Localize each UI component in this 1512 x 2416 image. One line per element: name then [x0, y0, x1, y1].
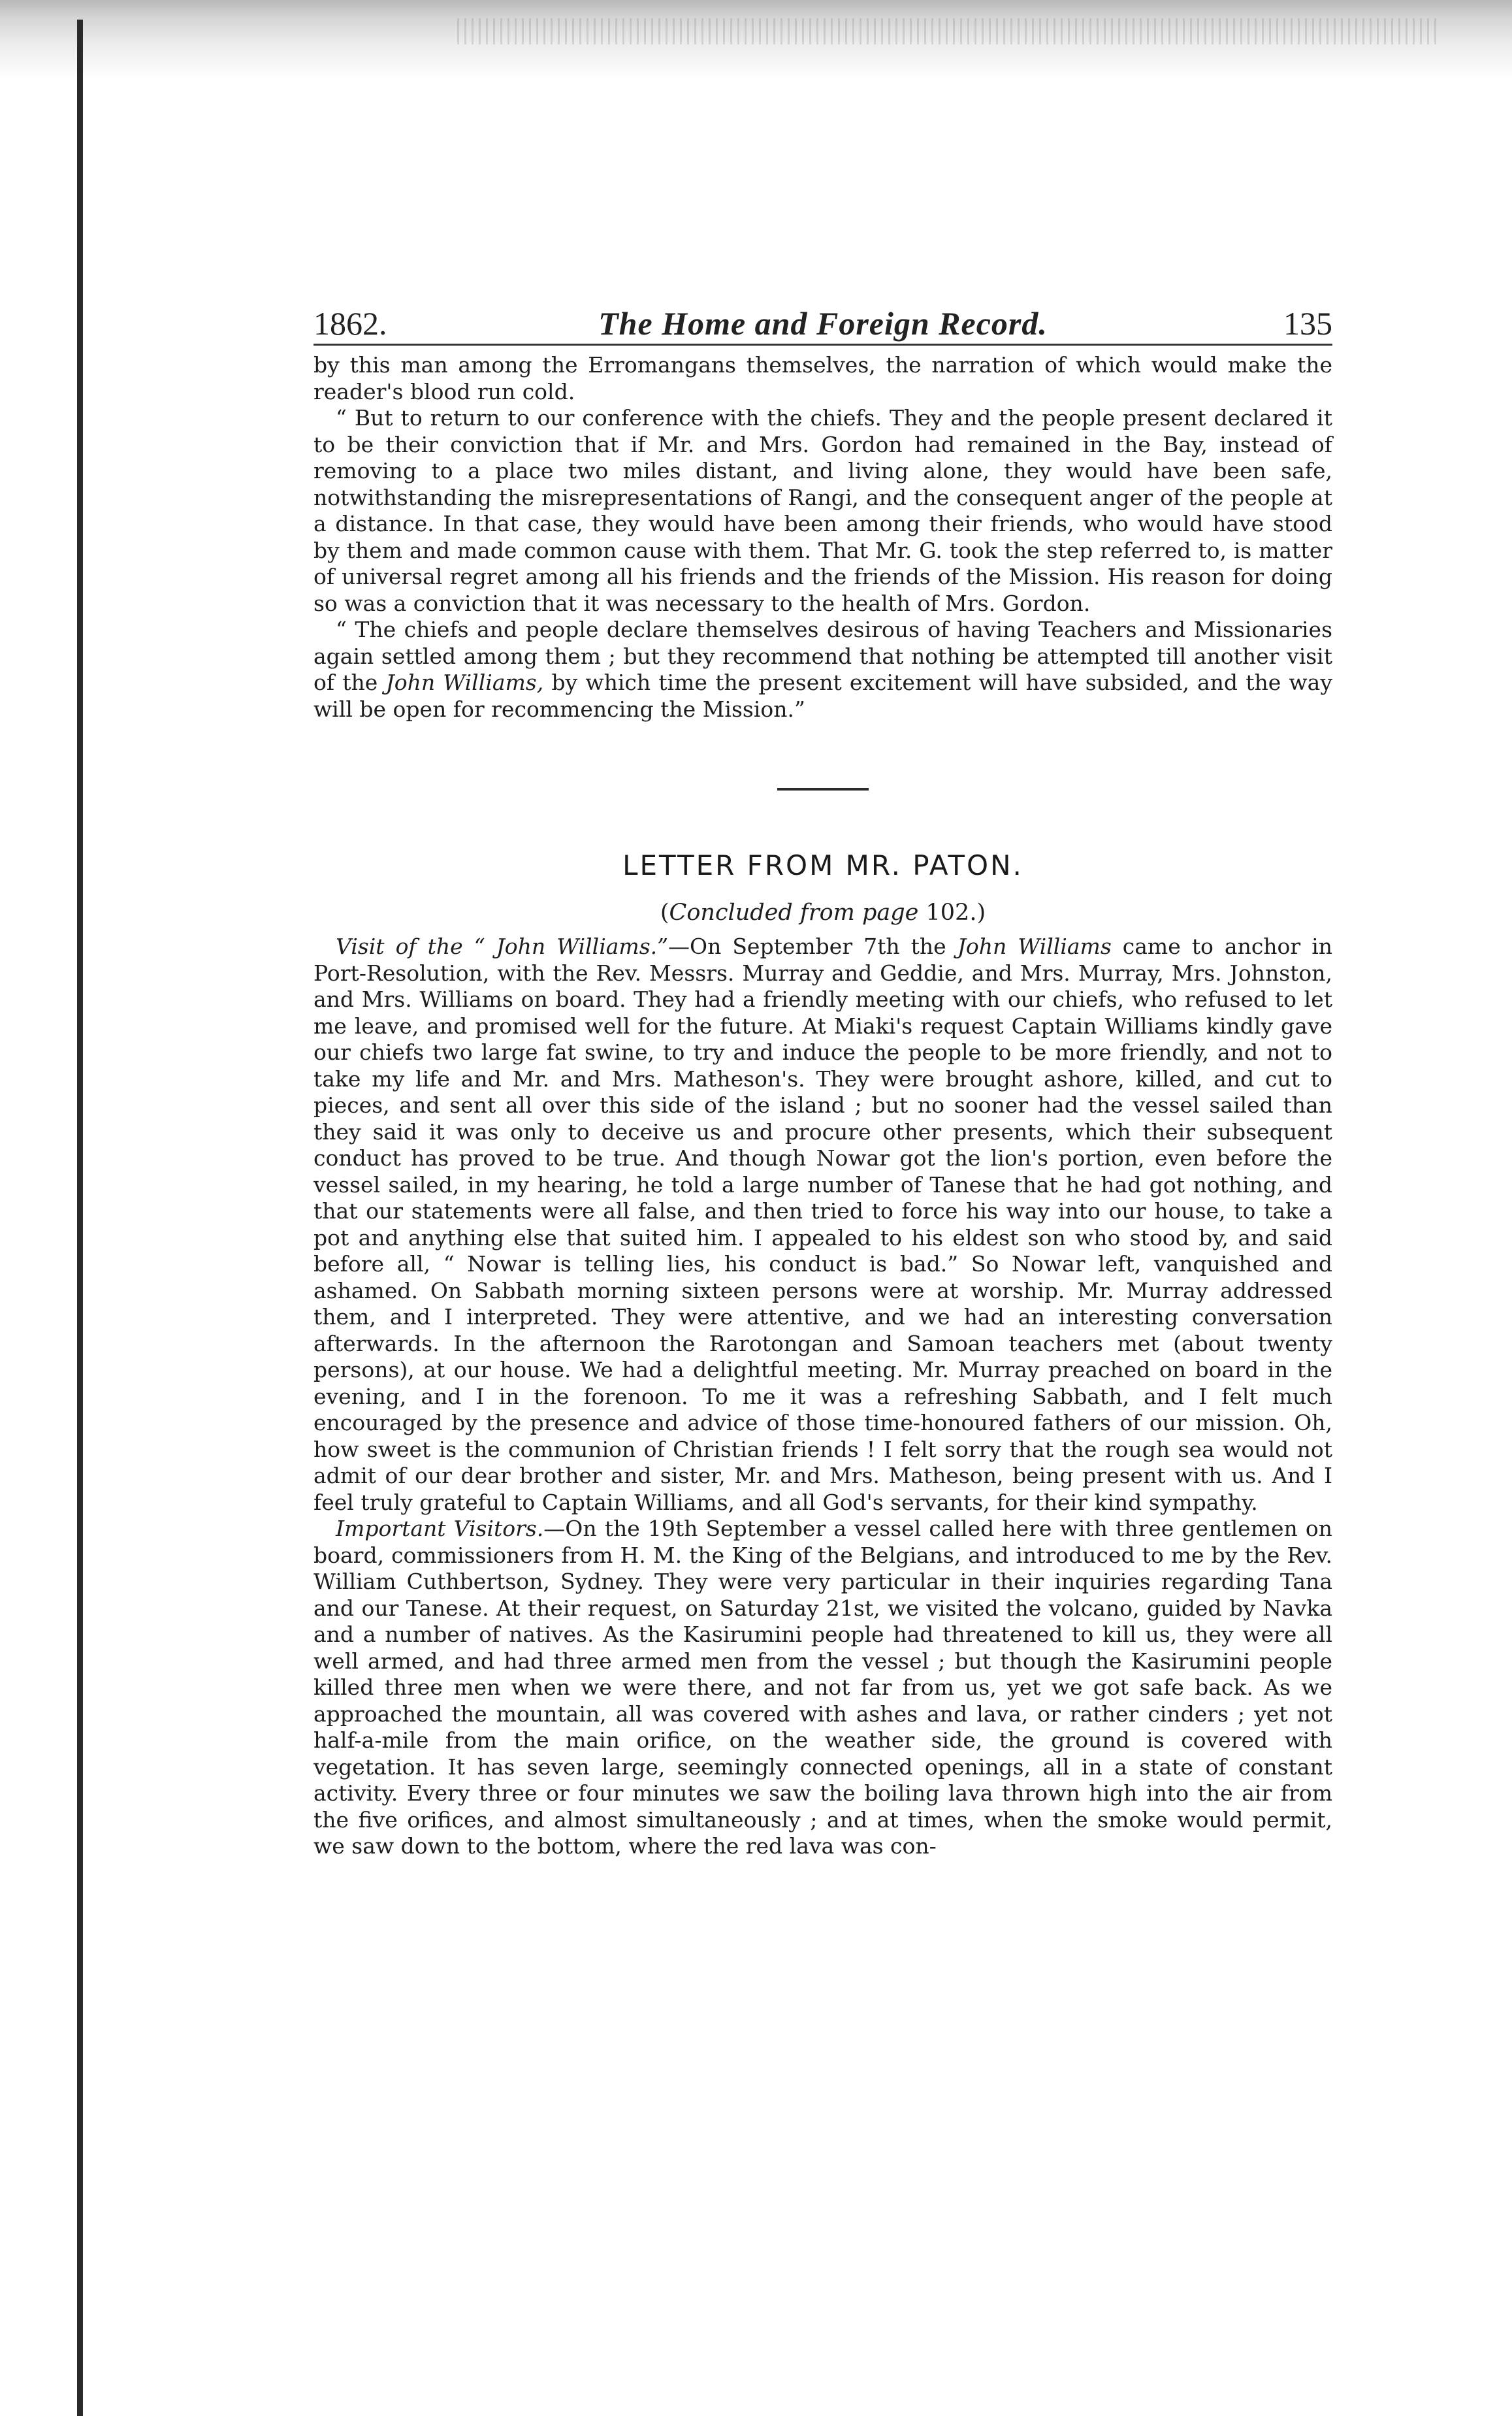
paragraph-text: came to anchor in Port-Resolution, with the Rev. Messrs. Murray and Geddie, and Mrs. Murray, Mrs. Johnston, and Mrs. Williams on board. They had a friendly meeting with our chiefs, who refused to let me leave, and promised well for the future. At Miaki's request Captain Williams kindly gave our chiefs two large fat swine, to try and induce the people to be more friendly, and not to take my life and Mr. and Mrs. Matheson's. They were brought ashore, killed, and cut to pieces, and sent all over this side of the island ; but no sooner had the vessel sailed than they said it was only to deceive us and procure other presents, which their subsequent conduct has proved to be true. And though Nowar got the lion's portion, even before the vessel sailed, in my hearing, he told a large number of Tanese that he had got nothing, and that our statements were all false, and then tried to force his way into our house, to take a pot and anything else that suited him. I appealed to his eldest son who stood by, and said before all, “ Nowar is telling lies, his conduct is bad.” So Nowar left, vanquished and ashamed. On Sabbath morning sixteen persons were at worship. Mr. Murray addressed them, and I interpreted. They were attentive, and we had an interesting conversation afterwards. In the afternoon the Rarotongan and Samoan teachers met (about twenty persons), at our house. We had a delightful meeting. Mr. Murray preached on board in the evening, and I in the forenoon. To me it was a refreshing Sabbath, and I felt much encouraged by the presence and advice of those time-honoured fathers of our mission. Oh, how sweet is the communion of Christian friends ! I felt sorry that the rough sea would not admit of our dear brother and sister, Mr. and Mrs. Matheson, being present with us. And I feel truly grateful to Captain Williams, and all God's servants, for their kind sympathy.: [314, 934, 1333, 1515]
intro-paragraph: by this man among the Erromangans themselves, the narration of which would make the reader's blood run cold.: [314, 352, 1332, 404]
page-number: 135: [1283, 305, 1332, 342]
subhead-page: 102.): [918, 900, 986, 926]
section-subheading: [314, 900, 1332, 926]
intro-paragraph: “ But to return to our conference with the chiefs. They and the people present declared it to be their conviction that if Mr. and Mrs. Gordon had remained in the Bay, instead of removing to a place two miles distant, and living alone, they would have been safe, notwithstanding the misrepresentations of Rangi, and the consequent anger of the people at a distance. In that case, they would have been among their friends, who would have stood by them and made common cause with them. That Mr. G. took the step referred to, is matter of universal regret among all his friends and the friends of the Mission. His reason for doing so was a conviction that it was necessary to the health of Mrs. Gordon.: [314, 405, 1332, 616]
page-top-edge: [0, 0, 1512, 78]
paragraph-text: by which time the present excitement will have subsided, and the way will be open for recommencing the Mission.”: [314, 670, 1332, 722]
ship-name: John Williams: [957, 934, 1112, 959]
header-year: 1862.: [314, 305, 387, 342]
subhead-paren: (: [660, 900, 669, 926]
section-heading: LETTER FROM MR. PATON.: [622, 849, 1023, 881]
paragraph-text: —On the 19th September a vessel called here with three gentlemen on board, commissioners from H. M. the King of the Belgians, and introduced to me by the Rev. William Cuthbertson, Sydney. They were very particular in their inquiries regarding Tana and our Tanese. At their request, on Saturday 21st, we visited the volcano, guided by Navka and a number of natives. As the Kasirumini people had threatened to kill us, they were all well armed, and had three armed men from the vessel ; but though the Kasirumini people killed three men when we were there, and not far from us, yet we got safe back. As we approached the mountain, all was covered with ashes and lava, or rather cinders ; yet not half-a-mile from the main orifice, on the weather side, the ground is covered with vegetation. It has seven large, seemingly connected openings, all in a state of constant activity. Every three or four minutes we saw the boiling lava thrown high into the air from the five orifices, and almost simultaneously ; and at times, when the smoke would permit, we saw down to the bottom, where the red lava was con-: [314, 1516, 1332, 1859]
letter-paragraph: [314, 1516, 1332, 1860]
paragraph-text: —On September 7th the: [668, 934, 957, 959]
paragraph-text: “ The chiefs and people declare themselves desirous of having Teachers and Missionaries again settled among them ; but they recommend that nothing be attempted till another visit of the: [314, 617, 1332, 695]
running-header: [314, 287, 1332, 340]
letter-body: [314, 934, 1332, 1860]
letter-paragraph: [314, 934, 1332, 1516]
paragraph-lead: Visit of the “ John Williams.”: [336, 934, 669, 959]
header-rule: [314, 344, 1332, 346]
paper-wear-texture: [457, 18, 1437, 44]
ship-name: John Williams,: [385, 670, 544, 695]
intro-paragraph: [314, 617, 1332, 723]
page-content: [314, 287, 1332, 1860]
paragraph-lead: Important Visitors.: [336, 1516, 544, 1541]
journal-title: The Home and Foreign Record.: [598, 305, 1048, 342]
subhead-concluded: Concluded from page: [669, 900, 919, 926]
section-divider: [777, 788, 869, 791]
binding-rule: [77, 20, 83, 2416]
body-text: [314, 352, 1332, 723]
